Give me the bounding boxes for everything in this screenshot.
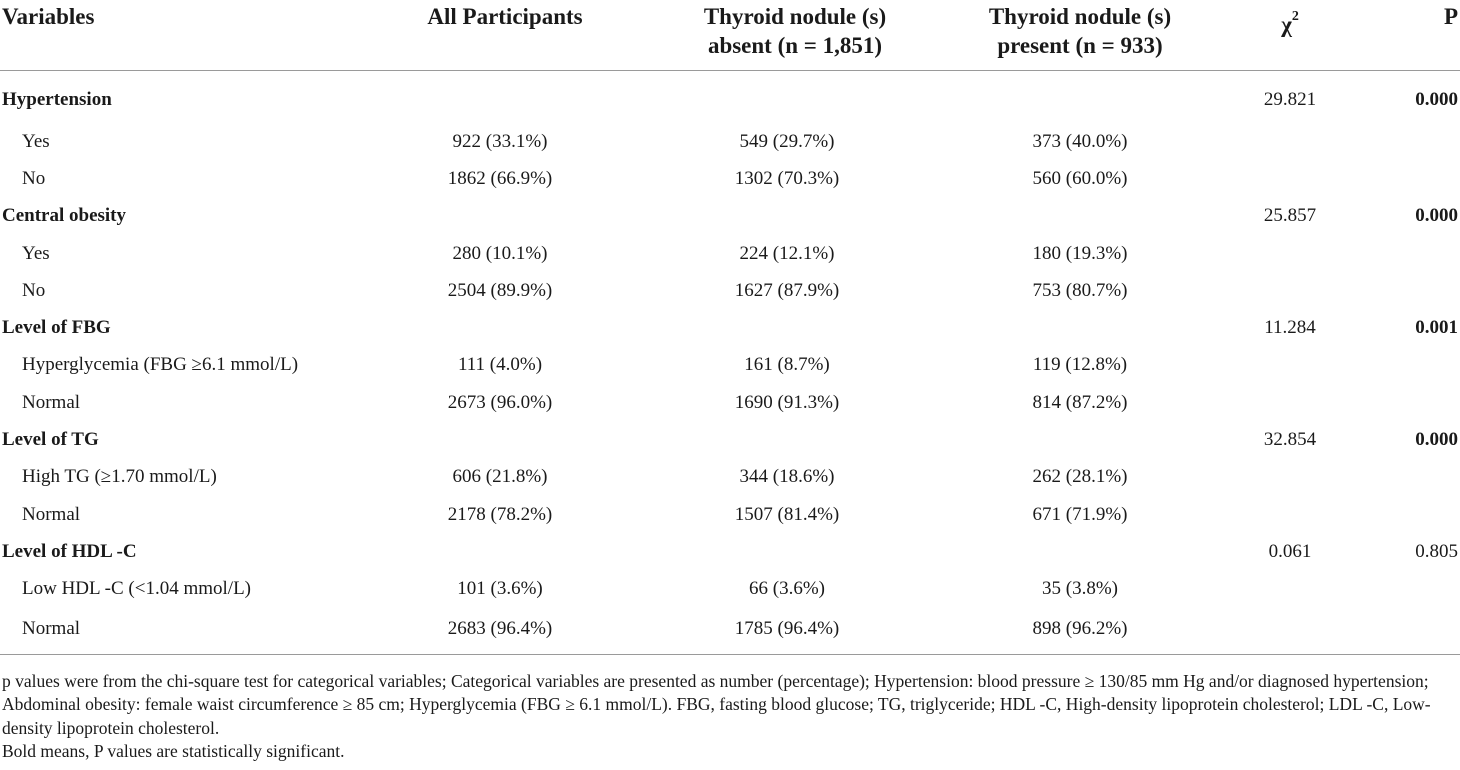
nodule-absent-value: 1627 (87.9%) <box>734 279 840 301</box>
chi-square-value: 11.284 <box>1264 317 1316 339</box>
header-nodule-present-line2: present (n = 933) <box>997 33 1163 58</box>
nodule-present-value: 262 (28.1%) <box>1032 466 1128 488</box>
row-label: No <box>22 279 46 301</box>
all-participants-value: 1862 (66.9%) <box>447 167 553 189</box>
row-label: Yes <box>22 242 50 264</box>
table-row <box>0 384 1460 421</box>
p-empty <box>1350 459 1460 496</box>
p-value: 0.000 <box>1415 205 1458 227</box>
header-nodule-present <box>920 0 1210 71</box>
row-label: Normal <box>0 608 360 655</box>
header-row <box>0 0 1460 71</box>
chi-empty <box>1210 459 1350 496</box>
group-present-empty <box>920 71 1210 124</box>
nodule-absent-value: 549 (29.7%) <box>739 130 835 152</box>
all-participants-value: 101 (3.6%) <box>457 578 543 600</box>
nodule-present-value: 373 (40.0%) <box>1032 130 1128 152</box>
p-empty <box>1350 160 1460 197</box>
row-label: High TG (≥1.70 mmol/L) <box>22 466 217 488</box>
group-absent-empty <box>630 421 920 458</box>
row-label: Normal <box>22 391 81 413</box>
nodule-present-value: 180 (19.3%) <box>1032 242 1128 264</box>
nodule-absent-value: 1302 (70.3%) <box>734 167 840 189</box>
p-empty <box>1350 235 1460 272</box>
all-participants-value: 111 (4.0%) <box>457 354 543 376</box>
nodule-absent-value: 1690 (91.3%) <box>734 391 840 413</box>
nodule-present-value: 35 (3.8%) <box>1042 578 1118 600</box>
nodule-present-value: 119 (12.8%) <box>1032 354 1128 376</box>
all-participants-value: 606 (21.8%) <box>452 466 548 488</box>
group-row <box>0 421 1460 458</box>
nodule-present-value: 814 (87.2%) <box>1032 391 1128 413</box>
group-present-empty <box>920 309 1210 346</box>
group-all-empty <box>360 71 630 124</box>
header-chi-symbol: χ <box>1281 12 1292 37</box>
group-present-empty <box>920 533 1210 570</box>
p-empty <box>1350 347 1460 384</box>
header-chi-superscript: 2 <box>1291 9 1299 24</box>
group-absent-empty <box>630 198 920 235</box>
row-label: Low HDL -C (<1.04 mmol/L) <box>22 578 252 600</box>
group-absent-empty <box>630 309 920 346</box>
all-participants-value: 2673 (96.0%) <box>447 391 553 413</box>
footnote-bold-meaning: Bold means, P values are statistically significant. <box>2 740 345 761</box>
table-row <box>0 459 1460 496</box>
chi-empty <box>1210 235 1350 272</box>
table-row <box>0 347 1460 384</box>
nodule-present-value: 753 (80.7%) <box>1032 279 1128 301</box>
row-label: Normal <box>22 503 81 525</box>
group-label: Level of FBG <box>2 317 111 339</box>
group-label: Level of HDL -C <box>2 540 137 562</box>
p-empty <box>1350 384 1460 421</box>
all-participants-value: 922 (33.1%) <box>452 130 548 152</box>
chi-empty <box>1210 571 1350 608</box>
nodule-absent-value: 344 (18.6%) <box>739 466 835 488</box>
group-label: Level of TG <box>2 429 99 451</box>
nodule-present-value: 898 (96.2%) <box>920 608 1210 655</box>
chi-empty <box>1210 496 1350 533</box>
table-row <box>0 272 1460 309</box>
all-participants-value: 2504 (89.9%) <box>447 279 553 301</box>
group-row <box>0 533 1460 570</box>
nodule-present-value: 671 (71.9%) <box>1032 503 1128 525</box>
p-value: 0.000 <box>1415 429 1458 451</box>
p-value: 0.805 <box>1415 540 1458 562</box>
chi-empty <box>1210 608 1350 655</box>
nodule-present-value: 560 (60.0%) <box>1032 167 1128 189</box>
table-header <box>0 0 1460 71</box>
row-label: Yes <box>22 130 50 152</box>
row-label: Hyperglycemia (FBG ≥6.1 mmol/L) <box>22 354 299 376</box>
p-empty <box>1350 608 1460 655</box>
header-nodule-absent-line2: absent (n = 1,851) <box>707 33 883 58</box>
nodule-absent-value: 161 (8.7%) <box>744 354 830 376</box>
table-row <box>0 123 1460 160</box>
group-label: Central obesity <box>2 205 127 227</box>
group-label: Hypertension <box>2 89 112 110</box>
all-participants-value: 2683 (96.4%) <box>360 608 630 655</box>
group-all-empty <box>360 533 630 570</box>
header-nodule-absent-line1: Thyroid nodule (s) <box>703 4 887 29</box>
p-empty <box>1350 496 1460 533</box>
group-all-empty <box>360 421 630 458</box>
nodule-absent-value: 1507 (81.4%) <box>734 503 840 525</box>
group-row <box>0 309 1460 346</box>
group-absent-empty <box>630 533 920 570</box>
header-nodule-absent <box>630 0 920 71</box>
group-absent-empty <box>630 71 920 124</box>
table-row <box>0 496 1460 533</box>
group-present-empty <box>920 421 1210 458</box>
header-all-participants: All Participants <box>360 0 630 71</box>
table-row <box>0 160 1460 197</box>
group-all-empty <box>360 309 630 346</box>
header-nodule-present-line1: Thyroid nodule (s) <box>988 4 1172 29</box>
nodule-absent-value: 224 (12.1%) <box>739 242 835 264</box>
p-empty <box>1350 272 1460 309</box>
table-body <box>0 71 1460 655</box>
header-variables: Variables <box>0 0 360 71</box>
all-participants-value: 280 (10.1%) <box>452 242 548 264</box>
table-row <box>0 571 1460 608</box>
chi-square-value: 0.061 <box>1268 540 1312 562</box>
p-value: 0.001 <box>1415 317 1458 339</box>
nodule-absent-value: 66 (3.6%) <box>749 578 825 600</box>
chi-empty <box>1210 272 1350 309</box>
table-row <box>0 235 1460 272</box>
chi-square-value: 32.854 <box>1263 429 1317 451</box>
header-p-value: P <box>1350 0 1460 71</box>
header-chi-square <box>1210 0 1350 71</box>
group-row <box>0 198 1460 235</box>
table-footnotes <box>0 670 1460 763</box>
chi-empty <box>1210 384 1350 421</box>
chi-empty <box>1210 123 1350 160</box>
group-row <box>0 71 1460 124</box>
p-empty <box>1350 571 1460 608</box>
p-value: 0.000 <box>1415 89 1458 110</box>
group-all-empty <box>360 198 630 235</box>
group-present-empty <box>920 198 1210 235</box>
footnote-definitions: p values were from the chi-square test for categorical variables; Categorical variables are presented as number (percentage); Hypertension: blood pressure ≥ 130/85 mm Hg and/or diagnosed hypertension; Abdominal obesity: female waist circumference ≥ 85 cm; Hyperglycemia (FBG ≥ 6.1 mmol/L). FBG, fasting blood glucose; TG, triglyceride; HDL -C, High-density lipoprotein cholesterol; LDL -C, Low-density lipoprotein cholesterol. <box>2 671 1431 738</box>
p-empty <box>1350 123 1460 160</box>
table-row <box>0 608 1460 655</box>
nodule-absent-value: 1785 (96.4%) <box>630 608 920 655</box>
row-label: No <box>22 167 46 189</box>
chi-empty <box>1210 347 1350 384</box>
chi-square-value: 29.821 <box>1263 89 1317 110</box>
all-participants-value: 2178 (78.2%) <box>447 503 553 525</box>
chi-square-value: 25.857 <box>1263 205 1317 227</box>
chi-empty <box>1210 160 1350 197</box>
